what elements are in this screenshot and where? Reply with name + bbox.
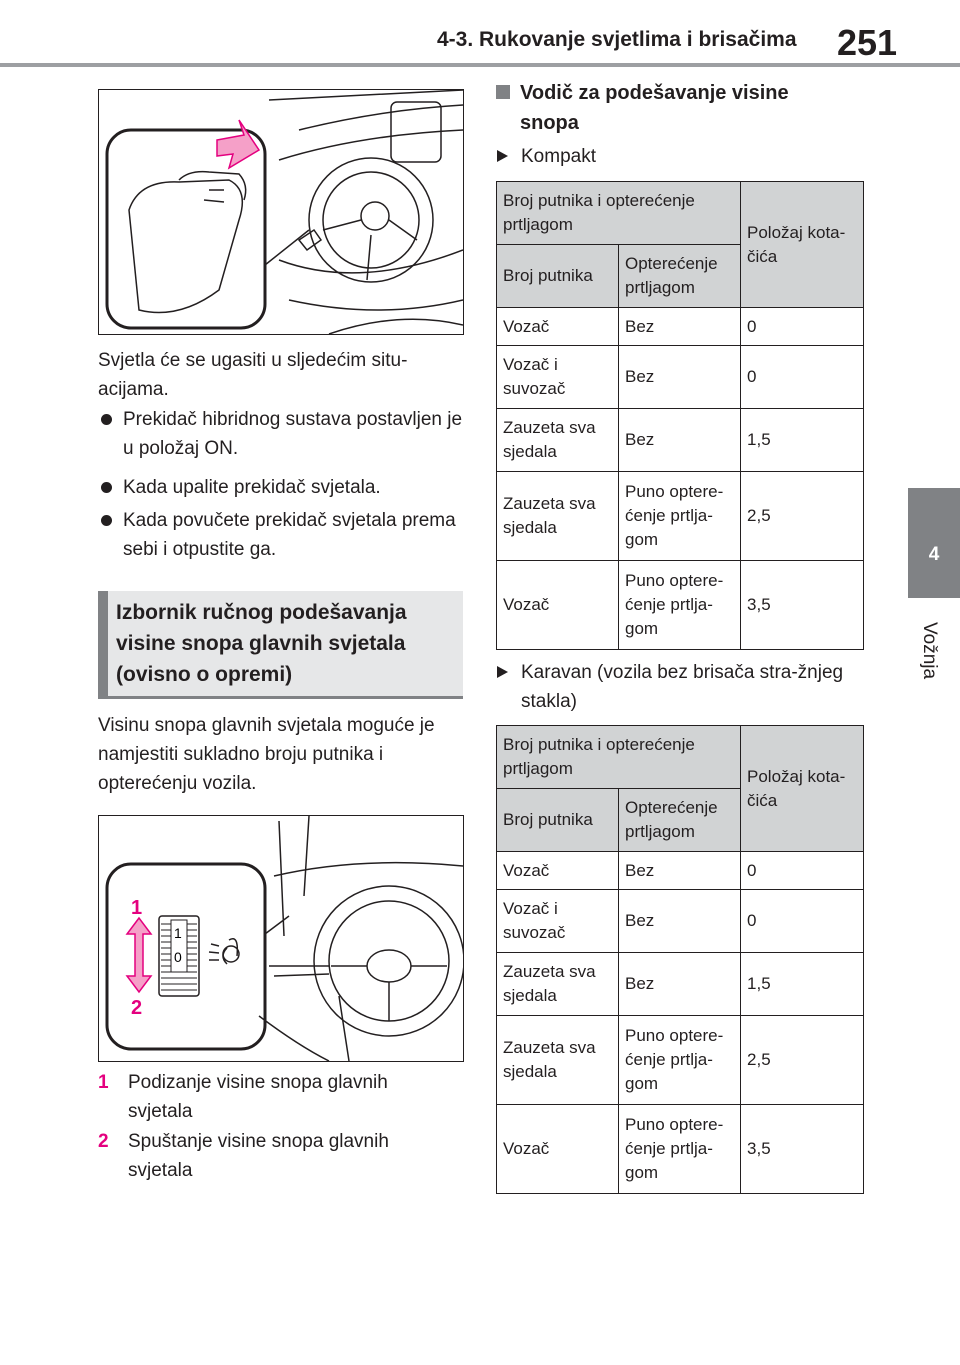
section-heading: Izbornik ručnog podešavanja visine snopa glavnih svjetala (ovisno o opremi)	[116, 601, 407, 686]
bullet-dot-icon	[101, 515, 112, 526]
subheading-compact: Kompakt	[497, 142, 857, 172]
header-position: Položaj kota-čića	[741, 726, 864, 852]
chapter-title-vertical	[912, 612, 942, 682]
bullet-item: Kada povučete prekidač svjetala prema sebi i otpustite ga.	[101, 506, 463, 564]
table-row: Vozač Bez 0	[497, 308, 864, 346]
table-row: Vozač Puno optere-ćenje prtlja-gom 3,5	[497, 561, 864, 650]
chapter-tab	[908, 488, 960, 598]
light-switch-illustration	[98, 89, 464, 335]
bullet-dot-icon	[101, 482, 112, 493]
dial-label-1: 1	[174, 925, 182, 941]
table-row: Vozač Bez 0	[497, 852, 864, 890]
numbered-item: 1 Podizanje visine snopa glavnih svjetala	[98, 1072, 388, 1122]
header-load: Opterećenje prtljagom	[619, 789, 741, 852]
section-paragraph: Visinu snopa glavnih svjetala moguće je namjestiti sukladno broju putnika i opterećenju vozila.	[98, 715, 435, 794]
table-row: Zauzeta sva sjedala Puno optere-ćenje prtlja-gom 2,5	[497, 1016, 864, 1105]
header-passengers: Broj putnika	[497, 245, 619, 308]
bullet-dot-icon	[101, 414, 112, 425]
bullet-item: Kada upalite prekidač svjetala.	[101, 473, 463, 502]
chapter-number: 4	[928, 544, 940, 565]
triangle-bullet-icon	[497, 150, 508, 162]
wagon-table	[496, 725, 864, 1194]
section-heading-box	[98, 591, 463, 699]
running-header-title: 4-3. Rukovanje svjetlima i brisačima	[437, 28, 797, 51]
table-row: Zauzeta sva sjedala Puno optere-ćenje prtlja-gom 2,5	[497, 472, 864, 561]
subheading-wagon: Karavan (vozila bez brisača stra-žnjeg stakla)	[497, 658, 857, 718]
numbered-item: 2 Spuštanje visine snopa glavnih svjetala	[98, 1131, 389, 1181]
header-passengers: Broj putnika	[497, 789, 619, 852]
arrow-label-up: 1	[131, 897, 143, 919]
square-bullet-icon	[496, 85, 510, 99]
table-row: Zauzeta sva sjedala Bez 1,5	[497, 409, 864, 472]
table-row: Vozač Puno optere-ćenje prtlja-gom 3,5	[497, 1105, 864, 1194]
headlight-leveling-dial-illustration	[98, 815, 464, 1062]
triangle-bullet-icon	[497, 666, 508, 678]
dial-label-0: 0	[174, 949, 182, 965]
chapter-title: Vožnja	[919, 622, 940, 680]
header-group: Broj putnika i opterećenje prtljagom	[497, 726, 741, 789]
page-number: 251	[837, 22, 898, 63]
header-load: Opterećenje prtljagom	[619, 245, 741, 308]
header-position: Položaj kota-čića	[741, 182, 864, 308]
intro-paragraph: Svjetla će se ugasiti u sljedećim situ-acijama.	[98, 350, 408, 400]
compact-table	[496, 181, 864, 650]
header-group: Broj putnika i opterećenje prtljagom	[497, 182, 741, 245]
guide-heading: Vodič za podešavanje visine snopa	[496, 78, 856, 138]
bullet-item: Prekidač hibridnog sustava postavljen je u položaj ON.	[101, 405, 463, 463]
arrow-label-down: 2	[131, 997, 143, 1019]
table-row: Zauzeta sva sjedala Bez 1,5	[497, 953, 864, 1016]
header-rule	[0, 63, 960, 67]
table-row: Vozač i suvozač Bez 0	[497, 346, 864, 409]
table-row: Vozač i suvozač Bez 0	[497, 890, 864, 953]
